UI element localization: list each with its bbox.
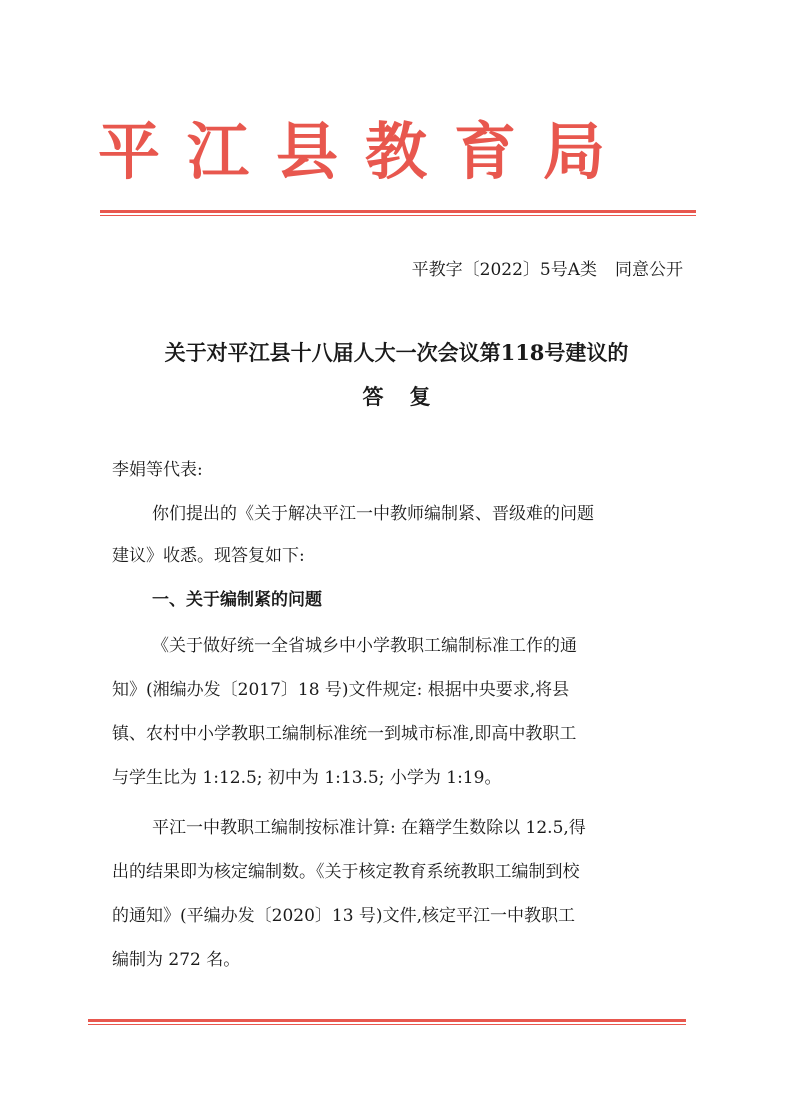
issuing-organization-title: 平江县教育局 — [98, 115, 633, 188]
paragraph-line: 平江一中教职工编制按标准计算: 在籍学生数除以 12.5,得 — [152, 818, 586, 838]
document-number-line — [412, 256, 683, 284]
paragraph-line: 知》(湘编办发〔2017〕18 号)文件规定: 根据中央要求,将县 — [112, 680, 570, 700]
salutation: 李娟等代表: — [112, 460, 203, 480]
document-title-line-1: 关于对平江县十八届人大一次会议第118号建议的 — [164, 340, 629, 365]
paragraph-line: 与学生比为 1:12.5; 初中为 1:13.5; 小学为 1:19。 — [112, 768, 502, 788]
disclosure-status: 同意公开 — [615, 260, 683, 280]
document-title-line-2: 答复 — [362, 384, 457, 409]
paragraph-line: 的通知》(平编办发〔2020〕13 号)文件,核定平江一中教职工 — [112, 906, 575, 926]
document-number: 平教字〔2022〕5号A类 — [411, 260, 597, 280]
paragraph-line: 编制为 272 名。 — [112, 950, 241, 970]
paragraph-line: 建议》收悉。现答复如下: — [112, 546, 305, 566]
paragraph-line: 《关于做好统一全省城乡中小学教职工编制标准工作的通 — [152, 636, 577, 656]
paragraph-line: 镇、农村中小学教职工编制标准统一到城市标准,即高中教职工 — [112, 724, 577, 744]
paragraph-line: 出的结果即为核定编制数。《关于核定教育系统教职工编制到校 — [112, 862, 580, 882]
paragraph-line: 你们提出的《关于解决平江一中教师编制紧、晋级难的问题 — [152, 504, 594, 524]
section-heading: 一、关于编制紧的问题 — [152, 590, 322, 610]
